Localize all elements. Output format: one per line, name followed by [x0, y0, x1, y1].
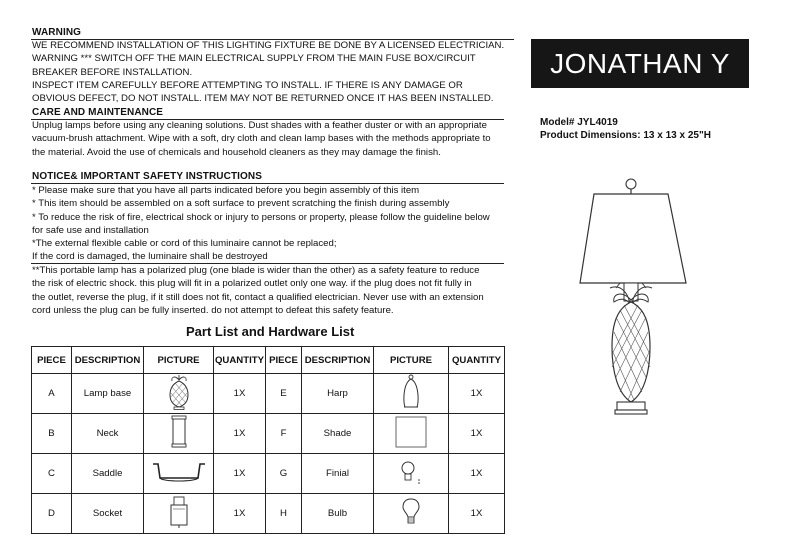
model-number: Model# JYL4019: [540, 117, 618, 128]
warning-text: [32, 39, 504, 105]
picture-cell: [374, 454, 449, 494]
warning-line: WARNING *** SWITCH OFF THE MAIN ELECTRICAL SUPPLY FROM THE MAIN FUSE BOX/CIRCUIT: [32, 53, 476, 65]
description-cell: Socket: [72, 494, 144, 534]
piece-cell: B: [32, 414, 72, 454]
brand-logo: JONATHAN Y: [531, 39, 749, 88]
plug-line: **This portable lamp has a polarized plug (one blade is wider than the other) as a safety feature to reduce: [32, 265, 480, 276]
notice-text: [32, 184, 490, 264]
warning-line: INSPECT ITEM CAREFULLY BEFORE ATTEMPTING TO INSTALL. IF THERE IS ANY DAMAGE OR: [32, 79, 463, 91]
quantity-cell: 1X: [214, 494, 266, 534]
picture-cell: [374, 414, 449, 454]
socket-icon: [169, 495, 189, 529]
description-cell: Shade: [302, 414, 374, 454]
picture-cell: [374, 494, 449, 534]
notice-line: for safe use and installation: [32, 224, 149, 236]
piece-cell: A: [32, 374, 72, 414]
header-piece: PIECE: [266, 347, 302, 374]
quantity-cell: 1X: [449, 494, 505, 534]
header-description: DESCRIPTION: [72, 347, 144, 374]
product-dimensions: Product Dimensions: 13 x 13 x 25"H: [540, 130, 711, 141]
piece-cell: F: [266, 414, 302, 454]
warning-line: OBVIOUS DEFECT, DO NOT INSTALL. ITEM MAY NOT BE RETURNED ONCE IT HAS BEEN INSTALLED.: [32, 93, 494, 105]
notice-line: If the cord is damaged, the luminaire shall be destroyed: [32, 251, 268, 263]
picture-cell: [144, 374, 214, 414]
care-line: the material. Avoid the use of chemicals and household cleaners as they may damage the finish.: [32, 146, 441, 158]
description-cell: Finial: [302, 454, 374, 494]
plug-line: cord unless the plug can be fully inserted. do not attempt to defeat this safety feature.: [32, 304, 394, 316]
notice-title: NOTICE& IMPORTANT SAFETY INSTRUCTIONS: [32, 171, 262, 182]
finial-icon: [397, 458, 425, 486]
care-title: CARE AND MAINTENANCE: [32, 107, 164, 118]
neck-icon: [170, 415, 188, 449]
plug-text: [32, 264, 484, 317]
warning-line: WE RECOMMEND INSTALLATION OF THIS LIGHTING FIXTURE BE DONE BY A LICENSED ELECTRICIAN.: [32, 40, 505, 51]
piece-cell: H: [266, 494, 302, 534]
picture-cell: [144, 494, 214, 534]
table-row: [32, 374, 505, 414]
header-piece: PIECE: [32, 347, 72, 374]
header-quantity: QUANTITY: [449, 347, 505, 374]
quantity-cell: 1X: [214, 414, 266, 454]
warning-line: BREAKER BEFORE INSTALLATION.: [32, 66, 193, 78]
quantity-cell: 1X: [449, 374, 505, 414]
parts-table: [31, 346, 505, 534]
header-picture: PICTURE: [374, 347, 449, 374]
plug-line: the outlet, reverse the plug, if it still does not fit, contact a qualified electrician. Never use with an extension: [32, 291, 484, 303]
table-row: [32, 414, 505, 454]
header-quantity: QUANTITY: [214, 347, 266, 374]
lamp-illustration: [570, 172, 700, 422]
care-line: Unplug lamps before using any cleaning solutions. Dust shades with a feather duster or with an appropriate: [32, 120, 487, 131]
quantity-cell: 1X: [214, 454, 266, 494]
care-text: [32, 119, 491, 159]
picture-cell: [144, 454, 214, 494]
care-line: vacuum-brush attachment. Wipe with a soft, dry cloth and clean lamp bases with the methods appropriate to: [32, 133, 491, 145]
description-cell: Neck: [72, 414, 144, 454]
header-picture: PICTURE: [144, 347, 214, 374]
parts-title: Part List and Hardware List: [186, 324, 355, 339]
piece-cell: C: [32, 454, 72, 494]
notice-line: *The external flexible cable or cord of this luminaire cannot be replaced;: [32, 238, 337, 250]
table-row: [32, 494, 505, 534]
description-cell: Saddle: [72, 454, 144, 494]
table-header-row: [32, 347, 505, 374]
notice-line: * Please make sure that you have all parts indicated before you begin assembly of this item: [32, 185, 420, 196]
quantity-cell: 1X: [449, 414, 505, 454]
piece-cell: E: [266, 374, 302, 414]
shade-icon: [395, 416, 427, 448]
description-cell: Lamp base: [72, 374, 144, 414]
warning-title: WARNING: [32, 27, 82, 38]
pineapple-base-icon: [166, 374, 192, 410]
quantity-cell: 1X: [449, 454, 505, 494]
notice-line: * This item should be assembled on a soft surface to prevent scratching the finish during assembly: [32, 198, 450, 210]
quantity-cell: 1X: [214, 374, 266, 414]
picture-cell: [144, 414, 214, 454]
piece-cell: G: [266, 454, 302, 494]
description-cell: Harp: [302, 374, 374, 414]
bulb-icon: [401, 497, 421, 527]
table-row: [32, 454, 505, 494]
saddle-icon: [150, 460, 208, 484]
picture-cell: [374, 374, 449, 414]
header-description: DESCRIPTION: [302, 347, 374, 374]
description-cell: Bulb: [302, 494, 374, 534]
piece-cell: D: [32, 494, 72, 534]
notice-line: * To reduce the risk of fire, electrical shock or injury to persons or property, please follow the guideline below: [32, 211, 490, 223]
plug-line: the risk of electric shock. this plug will fit in a polarized outlet only one way. if the plug does not fit fully in: [32, 278, 472, 290]
harp-icon: [400, 374, 422, 410]
